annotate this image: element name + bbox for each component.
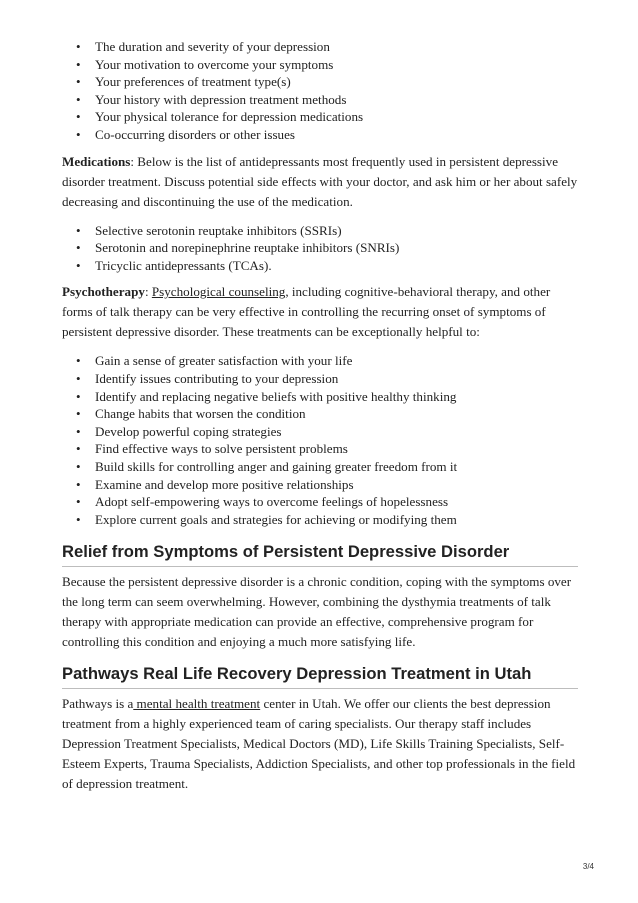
list-item: • Selective serotonin reuptake inhibitors (SSRIs)	[76, 222, 578, 240]
pathways-paragraph	[62, 694, 578, 794]
list-item: • Find effective ways to solve persistent problems	[76, 440, 578, 458]
medications-list	[62, 222, 578, 275]
page-number: 3/4	[582, 862, 594, 871]
relief-paragraph: Because the persistent depressive disorder is a chronic condition, coping with the symptoms over the long term can seem overwhelming. However, combining the dysthymia treatments of talk therapy with appropriate medication can provide an effective, comprehensive program for controlling this condition and enjoying a much more satisfying life.	[62, 574, 572, 650]
list-item: • Develop powerful coping strategies	[76, 423, 578, 441]
relief-heading: Relief from Symptoms of Persistent Depressive Disorder	[62, 542, 578, 567]
list-item: • Co-occurring disorders or other issues	[76, 126, 578, 144]
list-item: • Identify issues contributing to your depression	[76, 370, 578, 388]
list-item: • The duration and severity of your depression	[76, 38, 578, 56]
psychological-counseling-link[interactable]: Psychological counseling	[151, 284, 286, 300]
pathways-text: center in Utah. We offer our clients the best depression treatment from a highly experienced team of caring specialists. Our therapy staff includes Depression Treatment Specialists, Medical Doctors (MD), Life Skills Training Specialists, Self-Esteem Experts, Trauma Specialists, Addiction Specialists, and other top professionals in the field of depression treatment.	[62, 696, 576, 792]
pathways-heading: Pathways Real Life Recovery Depression Treatment in Utah	[62, 664, 578, 689]
list-item: • Change habits that worsen the condition	[76, 405, 578, 423]
list-item: • Your physical tolerance for depression medications	[76, 108, 578, 126]
treatment-factors-list	[62, 38, 578, 144]
therapy-benefits-list	[62, 352, 578, 528]
list-item: • Examine and develop more positive relationships	[76, 476, 578, 494]
list-item: • Your preferences of treatment type(s)	[76, 73, 578, 91]
psychotherapy-text: , including cognitive-behavioral therapy, and other forms of talk therapy can be very effective in controlling the recurring onset of symptoms of persistent depressive disorder. These treatments can be exceptionally helpful to:	[62, 284, 551, 340]
list-item: • Identify and replacing negative beliefs with positive healthy thinking	[76, 388, 578, 406]
medications-paragraph	[62, 152, 578, 212]
list-item: • Gain a sense of greater satisfaction with your life	[76, 352, 578, 370]
list-item: • Adopt self-empowering ways to overcome feelings of hopelessness	[76, 493, 578, 511]
list-item: • Your motivation to overcome your symptoms	[76, 56, 578, 74]
list-item: • Build skills for controlling anger and gaining greater freedom from it	[76, 458, 578, 476]
list-item: • Serotonin and norepinephrine reuptake inhibitors (SNRIs)	[76, 239, 578, 257]
list-item: • Tricyclic antidepressants (TCAs).	[76, 257, 578, 275]
mental-health-treatment-link[interactable]: mental health treatment	[133, 696, 261, 712]
list-item: • Explore current goals and strategies for achieving or modifying them	[76, 511, 578, 529]
pathways-pre: Pathways is a	[62, 696, 134, 712]
psychotherapy-colon: :	[144, 284, 152, 300]
medications-label: Medications	[62, 153, 131, 169]
psychotherapy-label: Psychotherapy	[62, 284, 145, 300]
list-item: • Your history with depression treatment methods	[76, 91, 578, 109]
document-page	[62, 38, 578, 794]
medications-text: : Below is the list of antidepressants most frequently used in persistent depressive disorder treatment. Discuss potential side effects with your doctor, and ask him or her about safely decreasing and discontinuing the use of the medication.	[62, 153, 578, 209]
psychotherapy-paragraph	[62, 282, 578, 342]
